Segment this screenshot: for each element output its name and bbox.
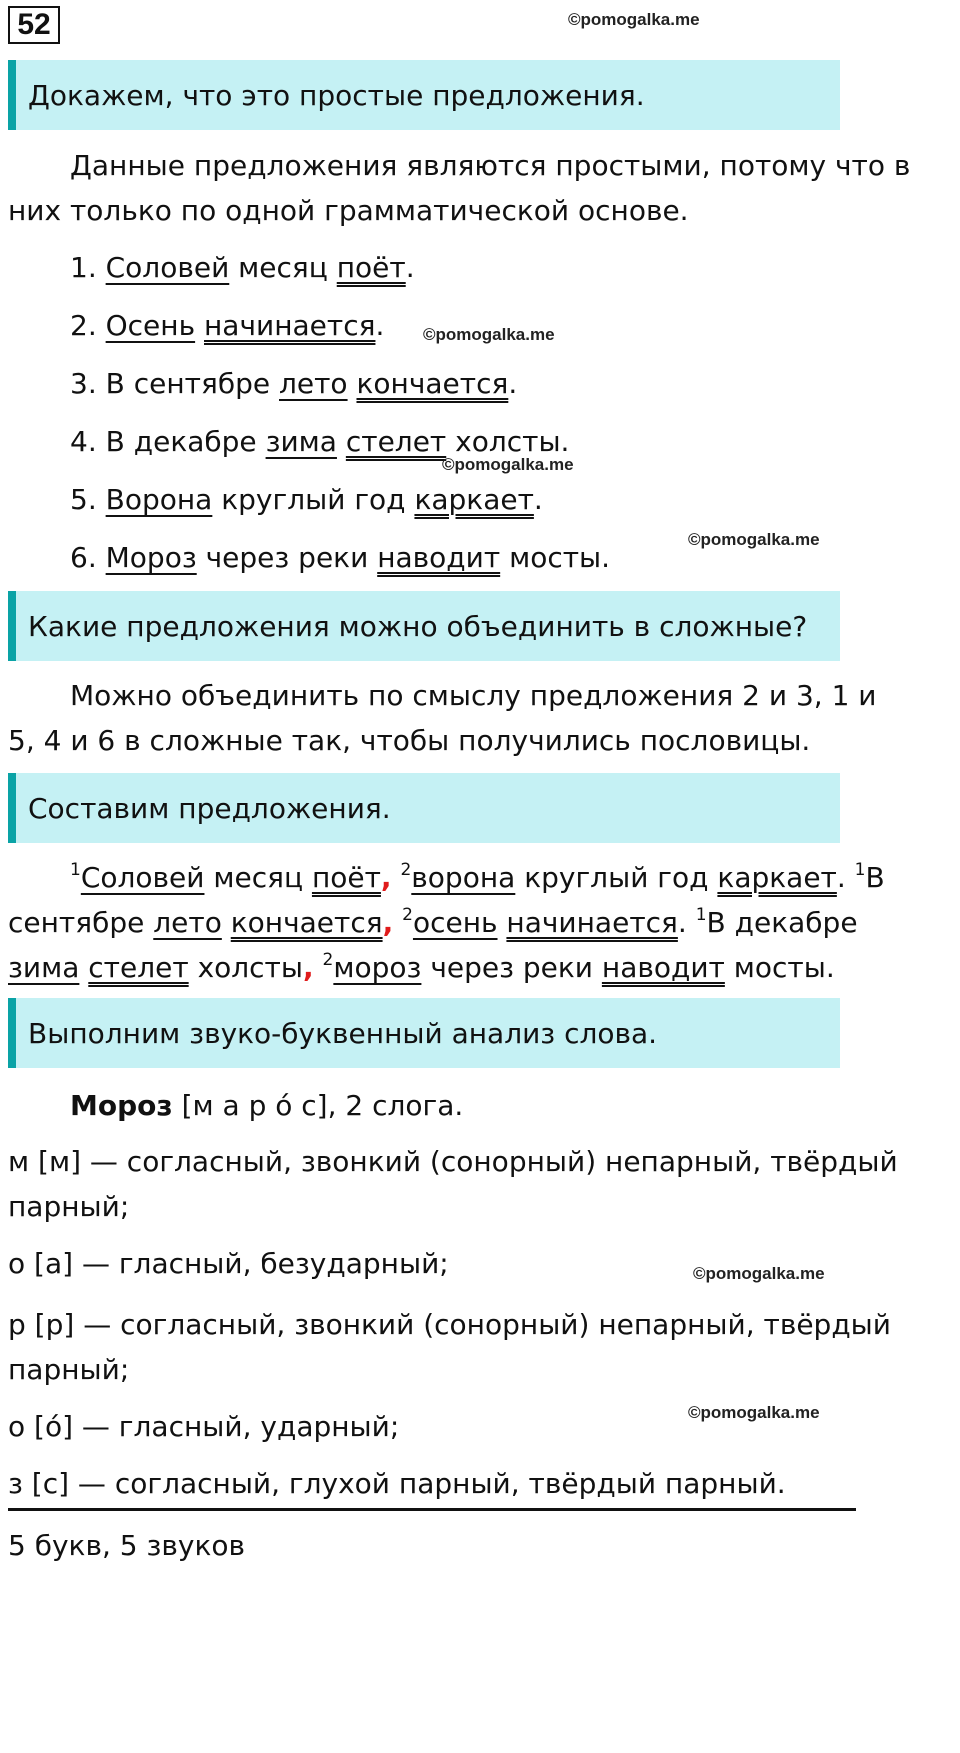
transcription: [м а р ó с], 2 слога. bbox=[181, 1089, 464, 1122]
section-heading-simple-sentences: Докажем, что это простые предложения. bbox=[8, 60, 840, 130]
comma: , bbox=[382, 906, 394, 939]
predicate: кончается bbox=[230, 906, 383, 939]
subject: Соловей bbox=[105, 251, 230, 284]
predicate: поёт bbox=[311, 861, 381, 894]
watermark: ©pomogalka.me bbox=[693, 1264, 825, 1283]
sentence-1 bbox=[70, 251, 415, 284]
index: 1 bbox=[695, 905, 707, 925]
predicate: поёт bbox=[336, 251, 406, 284]
punct: . bbox=[405, 251, 415, 284]
punct: . bbox=[508, 367, 518, 400]
sentence-number: 3. bbox=[70, 367, 97, 400]
word: круглый год bbox=[221, 483, 406, 516]
sentence-5 bbox=[70, 483, 543, 516]
index: 1 bbox=[70, 860, 81, 880]
subject: Осень bbox=[105, 309, 196, 342]
watermark: ©pomogalka.me bbox=[442, 455, 574, 474]
comma: , bbox=[302, 951, 314, 984]
watermark: ©pomogalka.me bbox=[568, 10, 700, 29]
watermark: ©pomogalka.me bbox=[423, 325, 555, 344]
word: В декабре bbox=[706, 906, 858, 939]
sentence-number: 4. bbox=[70, 425, 97, 458]
subject: лето bbox=[153, 906, 222, 939]
sentence-2 bbox=[70, 309, 385, 342]
paragraph-line: 5, 4 и 6 в сложные так, чтобы получились пословицы. bbox=[8, 724, 811, 757]
sentence-6 bbox=[70, 541, 611, 574]
section-heading-complex-sentences: Какие предложения можно объединить в сложные? bbox=[8, 591, 840, 661]
paragraph-line: Данные предложения являются простыми, потому что в bbox=[70, 149, 911, 182]
predicate: каркает bbox=[717, 861, 837, 894]
analysis-line: з [с] — согласный, глухой парный, твёрдый парный. bbox=[8, 1467, 786, 1500]
paragraph-line: Можно объединить по смыслу предложения 2 и 3, 1 и bbox=[70, 679, 877, 712]
comma: , bbox=[380, 861, 392, 894]
word: холсты. bbox=[455, 425, 570, 458]
sentence-number: 5. bbox=[70, 483, 97, 516]
word: через реки bbox=[205, 541, 369, 574]
section-heading-compose: Составим предложения. bbox=[8, 773, 840, 843]
word: месяц bbox=[238, 251, 328, 284]
composed-line-2: сентябре лето кончается, $^2$осень начинается. $^1$В декабре bbox=[8, 905, 858, 939]
word: В декабре bbox=[105, 425, 257, 458]
word: мосты. bbox=[733, 951, 835, 984]
sentence-number: 6. bbox=[70, 541, 97, 574]
composed-line-1: $^1$Соловей месяц поёт, $^2$ворона круглый год каркает. $^1$В bbox=[70, 860, 885, 894]
subject: лето bbox=[279, 367, 348, 400]
summary-line: 5 букв, 5 звуков bbox=[8, 1529, 245, 1562]
divider bbox=[8, 1508, 856, 1511]
analysis-word-line bbox=[70, 1089, 464, 1122]
word: круглый год bbox=[524, 861, 709, 894]
composed-line-3: зима стелет холсты, $^2$мороз через реки наводит мосты. bbox=[8, 950, 835, 984]
subject: зима bbox=[8, 951, 80, 984]
index: 2 bbox=[402, 905, 413, 925]
subject: Соловей bbox=[80, 861, 205, 894]
sentence-number: 2. bbox=[70, 309, 97, 342]
word: мосты. bbox=[509, 541, 611, 574]
index: 2 bbox=[400, 860, 412, 880]
section-heading-analysis: Выполним звуко-буквенный анализ слова. bbox=[8, 998, 840, 1068]
word: через реки bbox=[430, 951, 593, 984]
paragraph-line: них только по одной грамматической основе. bbox=[8, 194, 689, 227]
punct: . bbox=[533, 483, 543, 516]
subject: Ворона bbox=[105, 483, 213, 516]
subject: Мороз bbox=[105, 541, 197, 574]
predicate: наводит bbox=[601, 951, 725, 984]
task-number: 52 bbox=[8, 6, 60, 44]
analysis-line: парный; bbox=[8, 1353, 130, 1386]
word: месяц bbox=[213, 861, 304, 894]
analysis-word: Мороз bbox=[70, 1089, 173, 1122]
analysis-line: м [м] — согласный, звонкий (сонорный) непарный, твёрдый bbox=[8, 1145, 898, 1178]
index: 2 bbox=[322, 950, 334, 970]
predicate: кончается bbox=[356, 367, 509, 400]
word: В сентябре bbox=[105, 367, 271, 400]
analysis-line: о [ó] — гласный, ударный; bbox=[8, 1410, 400, 1443]
subject: зима bbox=[265, 425, 337, 458]
predicate: каркает bbox=[414, 483, 534, 516]
analysis-line: о [а] — гласный, безударный; bbox=[8, 1247, 449, 1280]
watermark: ©pomogalka.me bbox=[688, 530, 820, 549]
predicate: начинается bbox=[204, 309, 376, 342]
analysis-line: парный; bbox=[8, 1190, 130, 1223]
sentence-number: 1. bbox=[70, 251, 97, 284]
predicate: стелет bbox=[88, 951, 189, 984]
sentence-4 bbox=[70, 425, 570, 458]
analysis-line: р [р] — согласный, звонкий (сонорный) непарный, твёрдый bbox=[8, 1308, 891, 1341]
predicate: стелет bbox=[345, 425, 447, 458]
watermark: ©pomogalka.me bbox=[688, 1403, 820, 1422]
index: 1 bbox=[854, 860, 866, 880]
predicate: наводит bbox=[377, 541, 501, 574]
predicate: начинается bbox=[506, 906, 678, 939]
punct: . bbox=[375, 309, 385, 342]
sentence-3 bbox=[70, 367, 518, 400]
